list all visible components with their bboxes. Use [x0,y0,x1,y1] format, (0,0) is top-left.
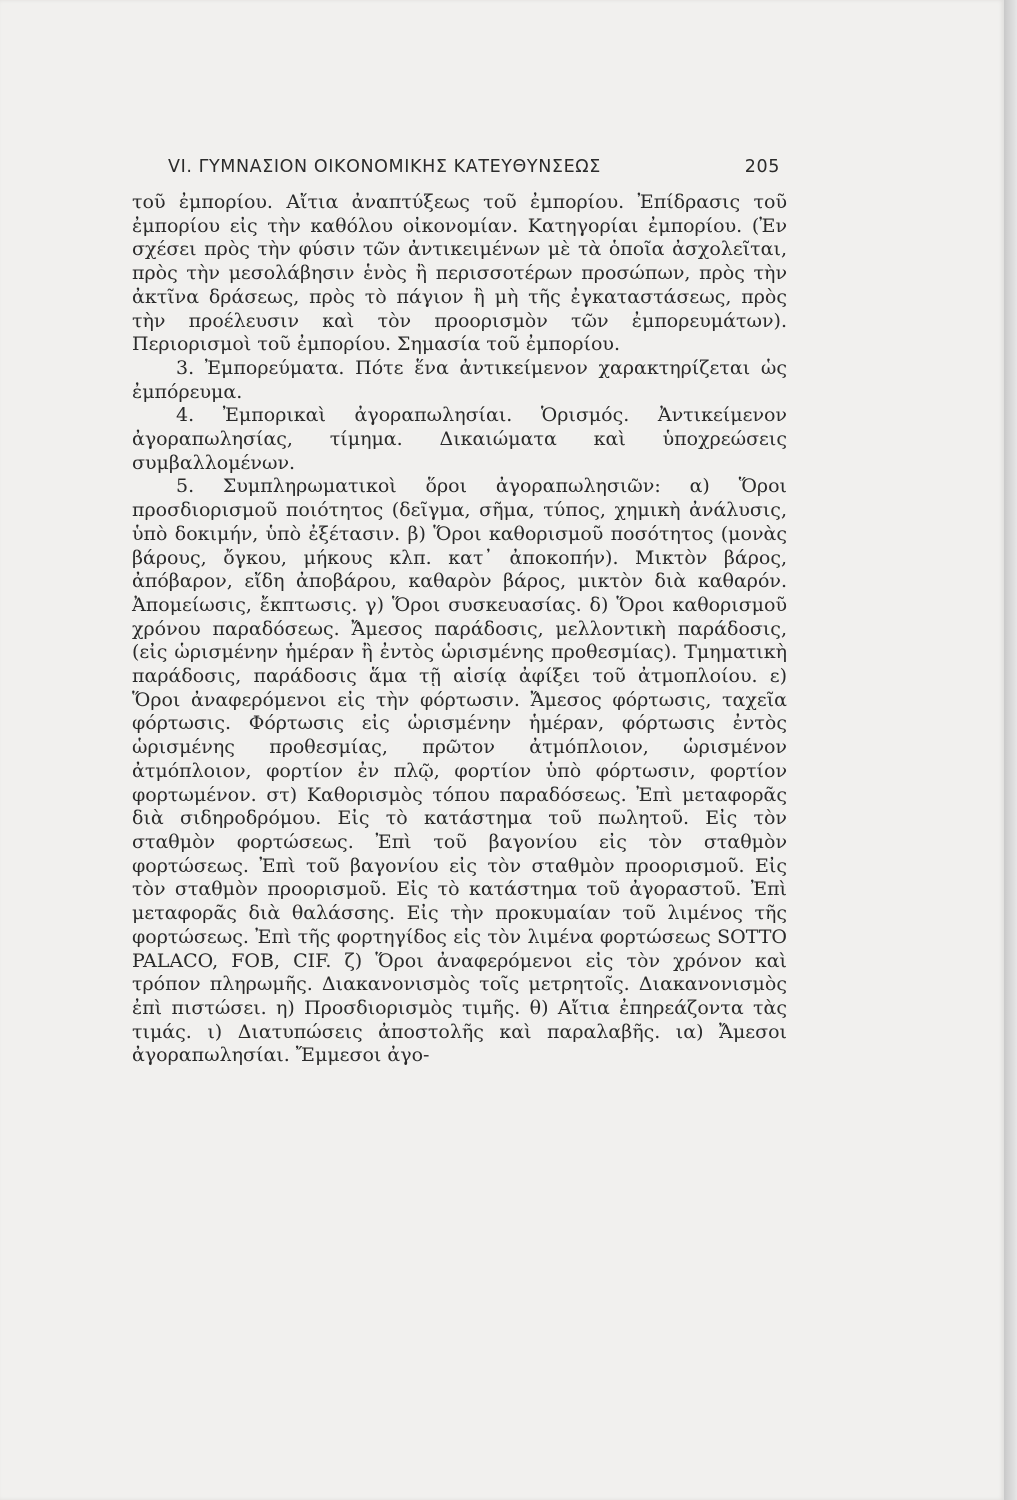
paragraph-item-3: 3. Ἐμπορεύματα. Πότε ἕνα ἀντικείμενον χαρακτηρίζεται ὡς ἐμπόρευμα. [132,356,787,403]
running-head-section: VI. ΓΥΜΝΑΣΙΟΝ ΟΙΚΟΝΟΜΙΚΗΣ ΚΑΤΕΥΘΥΝΣΕΩΣ [168,157,601,177]
page-edge [1004,0,1017,1500]
paragraph-item-5: 5. Συμπληρωματικοὶ ὅροι ἀγοραπωλησιῶν: α) Ὅροι προσδιορισμοῦ ποιότητος (δεῖγμα, σῆμα, τύπος, χημικὴ ἀνάλυσις, ὑπὸ δοκιμήν, ὑπὸ ἐξέτασιν. β) Ὅροι καθορισμοῦ ποσότητος (μονὰς βάρους, ὄγκου, μήκους κλπ. κατ᾽ ἀποκοπήν). Μικτὸν βάρος, ἀπόβαρον, εἴδη ἀποβάρου, καθαρὸν βάρος, μικτὸν διὰ καθαρόν. Ἀπομείωσις, ἔκπτωσις. γ) Ὅροι συσκευασίας. δ) Ὅροι καθορισμοῦ χρόνου παραδόσεως. Ἄμεσος παράδοσις, μελλοντικὴ παράδοσις, (εἰς ὡρισμένην ἡμέραν ἢ ἐντὸς ὡρισμένης προθεσμίας). Τμηματικὴ παράδοσις, παράδοσις ἅμα τῇ αἰσίᾳ ἀφίξει τοῦ ἀτμοπλοίου. ε) Ὅροι ἀναφερόμενοι εἰς τὴν φόρτωσιν. Ἄμεσος φόρτωσις, ταχεῖα φόρτωσις. Φόρτωσις εἰς ὡρισμένην ἡμέραν, φόρτωσις ἐντὸς ὡρισμένης προθεσμίας, πρῶτον ἀτμόπλοιον, ὡρισμένον ἀτμόπλοιον, φορτίον ἐν πλῷ, φορτίον ὑπὸ φόρτωσιν, φορτίον φορτωμένον. στ) Καθορισμὸς τόπου παραδόσεως. Ἐπὶ μεταφορᾶς διὰ σιδηροδρόμου. Εἰς τὸ κατάστημα τοῦ πωλητοῦ. Εἰς τὸν σταθμὸν φορτώσεως. Ἐπὶ τοῦ βαγονίου εἰς τὸν σταθμὸν φορτώσεως. Ἐπὶ τοῦ βαγονίου εἰς τὸν σταθμὸν προορισμοῦ. Εἰς τὸν σταθμὸν προορισμοῦ. Εἰς τὸ κατάστημα τοῦ ἀγοραστοῦ. Ἐπὶ μεταφορᾶς διὰ θαλάσσης. Εἰς τὴν προκυμαίαν τοῦ λιμένος τῆς φορτώσεως. Ἐπὶ τῆς φορτηγίδος εἰς τὸν λιμένα φορτώσεως SOTTO PALACO, FOB, CIF. ζ) Ὅροι ἀναφερόμενοι εἰς τὸν χρόνον καὶ τρόπον πληρωμῆς. Διακανονισμὸς τοῖς μετρητοῖς. Διακανονισμὸς ἐπὶ πιστώσει. η) Προσδιορισμὸς τιμῆς. θ) Αἴτια ἐπηρεάζοντα τὰς τιμάς. ι) Διατυπώσεις ἀποστολῆς καὶ παραλαβῆς. ια) Ἄμεσοι ἀγοραπωλησίαι. Ἔμμεσοι ἀγο- [132,475,787,1067]
running-head [168,157,780,177]
body-text [132,191,787,1068]
page-number: 205 [744,157,780,177]
paragraph-item-4: 4. Ἐμπορικαὶ ἀγοραπωλησίαι. Ὁρισμός. Ἀντικείμενον ἀγοραπωλησίας, τίμημα. Δικαιώματα καὶ ὑποχρεώσεις συμβαλλομένων. [132,404,787,474]
paragraph-continuation: τοῦ ἐμπορίου. Αἴτια ἀναπτύξεως τοῦ ἐμπορίου. Ἐπίδρασις τοῦ ἐμπορίου εἰς τὴν καθόλου οἰκονομίαν. Κατηγορίαι ἐμπορίου. (Ἐν σχέσει πρὸς τὴν φύσιν τῶν ἀντικειμένων μὲ τὰ ὁποῖα ἀσχολεῖται, πρὸς τὴν μεσολάβησιν ἑνὸς ἢ περισσοτέρων προσώπων, πρὸς τὴν ἀκτῖνα δράσεως, πρὸς τὸ πάγιον ἢ μὴ τῆς ἐγκαταστάσεως, πρὸς τὴν προέλευσιν καὶ τὸν προορισμὸν τῶν ἐμπορευμάτων). Περιορισμοὶ τοῦ ἐμπορίου. Σημασία τοῦ ἐμπορίου. [132,191,787,356]
